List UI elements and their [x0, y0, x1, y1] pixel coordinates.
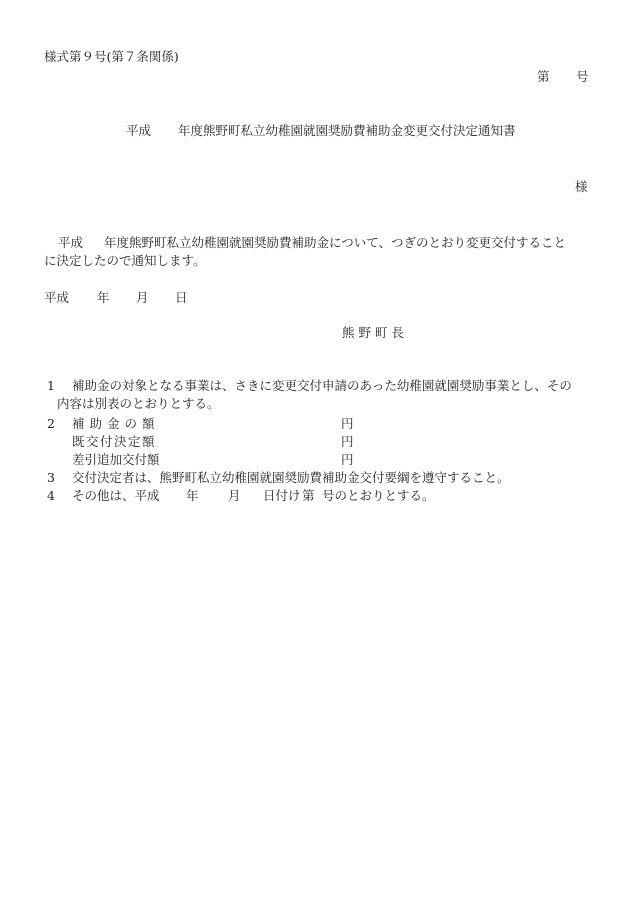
item3-text: 交付決定者は、熊野町私立幼稚園就園奨励費補助金交付要綱を遵守すること。 [72, 470, 510, 485]
page-title: 年度熊野町私立幼稚園就園奨励費補助金変更交付決定通知書 [178, 123, 516, 138]
item2-num: 2 [47, 416, 55, 431]
form-label: 様式第９号(第７条関係) [44, 49, 179, 64]
date-day: 日 [175, 290, 188, 305]
item4-month: 月 [228, 488, 241, 503]
subsidy-amount-unit: 円 [341, 416, 354, 431]
item1-num: 1 [47, 378, 55, 393]
item4-day: 日付け [263, 488, 301, 503]
addressee-suffix: 様 [575, 179, 588, 194]
additional-amount-label: 差引追加交付額 [72, 452, 160, 467]
body-line2: に決定したので通知します。 [44, 253, 206, 268]
item4-dai: 第 [302, 488, 315, 503]
additional-amount-unit: 円 [341, 452, 354, 467]
date-month: 月 [136, 290, 149, 305]
prior-decision-label: 既交付決定額 [72, 434, 157, 449]
item4-year: 年 [186, 488, 199, 503]
item3-num: 3 [47, 470, 55, 485]
body-line1: 年度熊野町私立幼稚園就園奨励費補助金について、つぎのとおり変更交付すること [104, 235, 567, 250]
body-era: 平成 [58, 235, 84, 250]
prior-decision-unit: 円 [341, 434, 354, 449]
item4-prefix: その他は、平成 [72, 488, 160, 503]
date-era: 平成 [44, 290, 70, 305]
item4-suffix: 号のとおりとする。 [322, 488, 435, 503]
number-go: 号 [576, 69, 589, 84]
title-era: 平成 [126, 123, 152, 138]
item1-line2: 内容は別表のとおりとする。 [57, 396, 220, 411]
subsidy-amount-label: 補助金の額 [72, 416, 160, 431]
number-dai: 第 [537, 69, 550, 84]
issuer: 熊 野 町 長 [342, 325, 404, 340]
item1-line1: 補助金の対象となる事業は、さきに変更交付申請のあった幼稚園就園奨励事業とし、その [72, 378, 572, 393]
item4-num: 4 [47, 488, 55, 503]
date-year: 年 [97, 290, 110, 305]
